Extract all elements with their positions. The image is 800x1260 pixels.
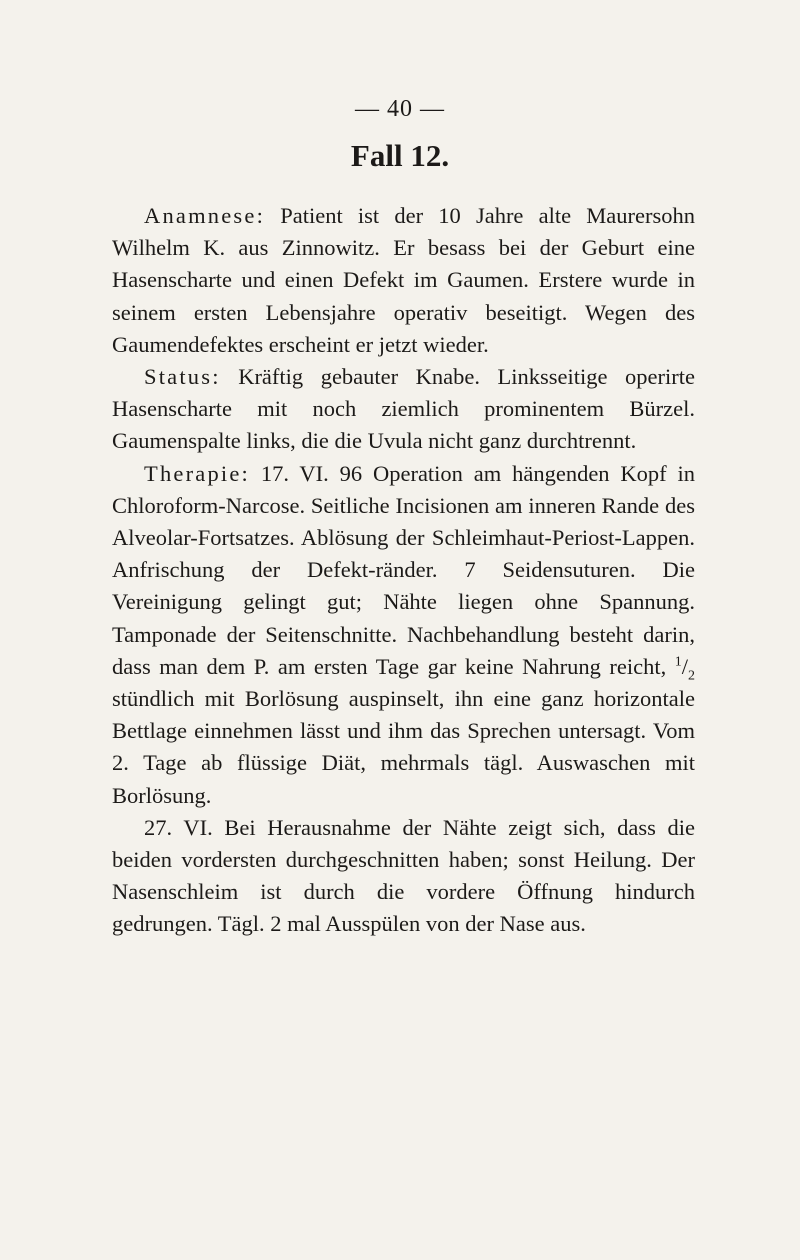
paragraph-text: Patient ist der 10 Jahre alte Maurersohn Wilhelm K. aus Zinnowitz. Er besass bei der Geburt eine Hasenscharte und einen Defekt im Gaumen. Erstere wurde in seinem ersten Lebensjahre operativ beseitigt. Wegen des Gaumendefektes erscheint er jetzt wieder. [112,203,695,357]
paragraph-status [112,361,695,458]
paragraph-lead: Anamnese: [144,203,266,228]
paragraph-followup [112,812,695,941]
fraction-half [674,653,695,684]
paragraph-text: 27. VI. Bei Herausnahme der Nähte zeigt sich, dass die beiden vordersten durchgeschnitten haben; sonst Heilung. Der Nasenschleim ist durch die vordere Öffnung hindurch gedrungen. Tägl. 2 mal Ausspülen von der Nase aus. [112,814,695,937]
case-report-text [112,200,695,941]
fraction-numerator: 1 [674,654,682,670]
case-heading: Fall 12. [350,138,450,173]
paragraph-text: Kräftig gebauter Knabe. Linksseitige operirte Hasenscharte mit noch ziemlich prominentem Bürzel. Gaumenspalte links, die die Uvula nicht ganz durchtrennt. [112,364,695,454]
paragraph-lead: Therapie: [144,460,250,486]
paragraph-therapie [112,458,695,812]
fraction-denominator: 2 [688,668,695,684]
paragraph-text: stündlich mit Borlösung auspinselt, ihn eine ganz horizontale Bettlage einnehmen lässt und ihm das Sprechen untersagt. Vom 2. Tage ab flüssige Diät, mehrmals tägl. Auswaschen mit Borlösung. [112,686,695,808]
paragraph-text: 17. VI. 96 Operation am hängenden Kopf in Chloroform-Narcose. Seitliche Incisionen am inneren Rande des Alveolar-Fortsatzes. Ablösung der Schleimhaut-Periost-Lappen. Anfrischung der Defekt-ränder. 7 Seidensuturen. Die Vereinigung gelingt gut; Nähte liegen ohne Spannung. Tamponade der Seitenschnitte. Nachbehandlung besteht darin, dass man dem P. am ersten Tage gar keine Nahrung reicht, [112,460,695,679]
paragraph-lead: Status: [144,364,221,390]
fraction-slash: / [681,653,688,679]
paragraph-anamnese [112,200,695,361]
page-number: — 40 — [355,96,445,122]
